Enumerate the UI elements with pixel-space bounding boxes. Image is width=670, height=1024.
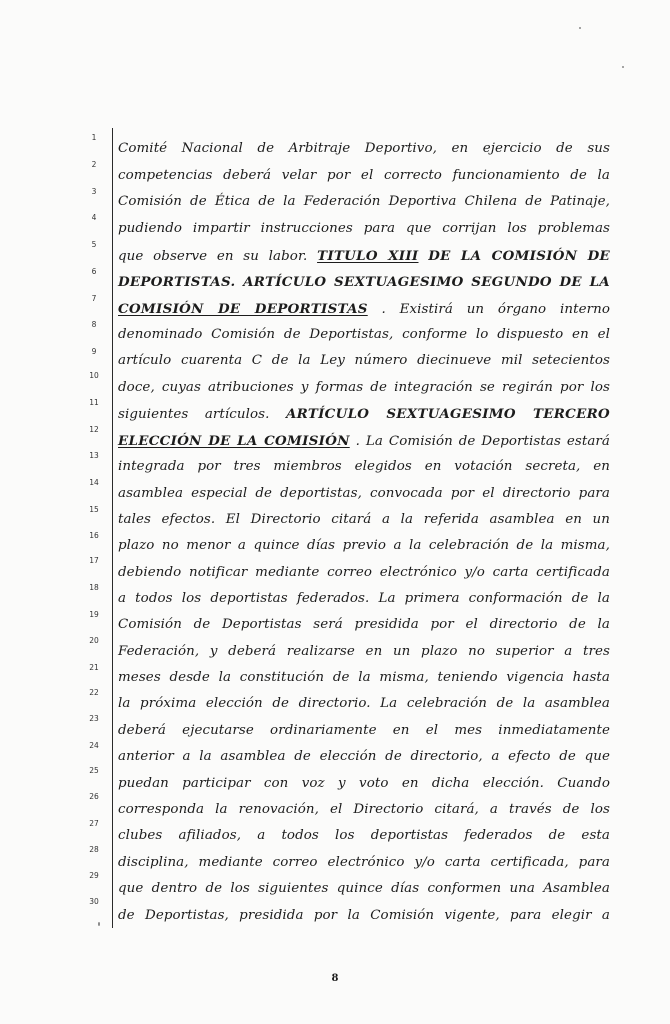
text-line: artículo cuarenta C de la Ley número diecinueve mil setecientos [118, 353, 610, 368]
line-number: 10 [89, 371, 99, 380]
text-line: disciplina, mediante correo electrónico y/o carta certificada, para [118, 855, 610, 870]
line-number: 6 [91, 267, 97, 276]
text-line [118, 246, 610, 267]
line-number: 26 [89, 792, 99, 801]
text-line: la próxima elección de directorio. La celebración de la asamblea [118, 696, 610, 711]
text-line: Comisión de Ética de la Federación Deportiva Chilena de Patinaje, [118, 194, 610, 209]
line-number: 16 [89, 531, 99, 540]
text-line: integrada por tres miembros elegidos en votación secreta, en [118, 459, 610, 474]
text-span: siguientes artículos. [118, 407, 270, 422]
line-number: 20 [89, 636, 99, 645]
margin-rule [112, 128, 113, 928]
line-number: 1 [91, 133, 97, 142]
line-number: 30 [89, 897, 99, 906]
text-line: clubes afiliados, a todos los deportistas federados de esta [118, 828, 610, 843]
article-heading: DEPORTISTAS. ARTÍCULO SEXTUAGESIMO SEGUNDO DE LA [118, 274, 610, 290]
title-heading: TITULO XIII [317, 248, 419, 264]
title-heading-rest: DE LA COMISIÓN DE [428, 248, 610, 264]
line-number: 3 [91, 187, 97, 196]
text-line: de Deportistas, presidida por la Comisión vigente, para elegir a [118, 908, 610, 923]
text-line: meses desde la constitución de la misma, teniendo vigencia hasta [118, 670, 610, 685]
line-number: 5 [91, 240, 97, 249]
line-number: 24 [89, 741, 99, 750]
line-number: 19 [89, 610, 99, 619]
article-heading-underlined: ELECCIÓN DE LA COMISIÓN [118, 433, 350, 449]
scan-speck [98, 922, 100, 926]
text-line: a todos los deportistas federados. La primera conformación de la [118, 591, 610, 606]
text-line: Comité Nacional de Arbitraje Deportivo, en ejercicio de sus [118, 141, 610, 156]
line-number: 17 [89, 556, 99, 565]
text-span: . La Comisión de Deportistas estará [355, 434, 610, 449]
text-line: anterior a la asamblea de elección de directorio, a efecto de que [118, 749, 610, 764]
line-number: 27 [89, 819, 99, 828]
text-line [118, 431, 610, 452]
line-number: 4 [91, 213, 97, 222]
line-number: 15 [89, 505, 99, 514]
line-number: 12 [89, 425, 99, 434]
line-number: 21 [89, 663, 99, 672]
text-line: pudiendo impartir instrucciones para que corrijan los problemas [118, 221, 610, 236]
line-number: 9 [91, 347, 97, 356]
text-line: denominado Comisión de Deportistas, conforme lo dispuesto en el [118, 327, 610, 342]
line-number: 13 [89, 451, 99, 460]
article-heading: ARTÍCULO SEXTUAGESIMO TERCERO [285, 406, 610, 422]
line-number: 7 [91, 294, 97, 303]
text-line: deberá ejecutarse ordinariamente en el mes inmediatamente [118, 723, 610, 738]
text-line: plazo no menor a quince días previo a la celebración de la misma, [118, 538, 610, 553]
text-line [118, 272, 610, 293]
text-line: debiendo notificar mediante correo electrónico y/o carta certificada [118, 565, 610, 580]
text-line: doce, cuyas atribuciones y formas de integración se regirán por los [118, 380, 610, 395]
text-span: que observe en su labor. [118, 249, 308, 264]
text-line [118, 299, 610, 320]
scan-speck [579, 27, 581, 29]
text-line: que dentro de los siguientes quince días conformen una Asamblea [118, 881, 610, 896]
line-number: 22 [89, 688, 99, 697]
article-heading-underlined: COMISIÓN DE DEPORTISTAS [118, 301, 368, 317]
text-line: tales efectos. El Directorio citará a la referida asamblea en un [118, 512, 610, 527]
scan-speck [622, 66, 624, 68]
line-number: 2 [91, 160, 97, 169]
page-number: 8 [331, 973, 339, 984]
text-line [118, 404, 610, 425]
text-line: asamblea especial de deportistas, convocada por el directorio para [118, 486, 610, 501]
line-number: 29 [89, 871, 99, 880]
line-number: 23 [89, 714, 99, 723]
line-number: 25 [89, 766, 99, 775]
text-line: Federación, y deberá realizarse en un plazo no superior a tres [118, 644, 610, 659]
line-number: 14 [89, 478, 99, 487]
text-line: puedan participar con voz y voto en dicha elección. Cuando [118, 776, 610, 791]
text-line: competencias deberá velar por el correcto funcionamiento de la [118, 168, 610, 183]
line-number: 18 [89, 583, 99, 592]
text-line: corresponda la renovación, el Directorio citará, a través de los [118, 802, 610, 817]
text-span: . Existirá un órgano interno [381, 302, 610, 317]
text-line: Comisión de Deportistas será presidida por el directorio de la [118, 617, 610, 632]
line-number: 11 [89, 398, 99, 407]
line-number: 8 [91, 320, 97, 329]
line-number: 28 [89, 845, 99, 854]
